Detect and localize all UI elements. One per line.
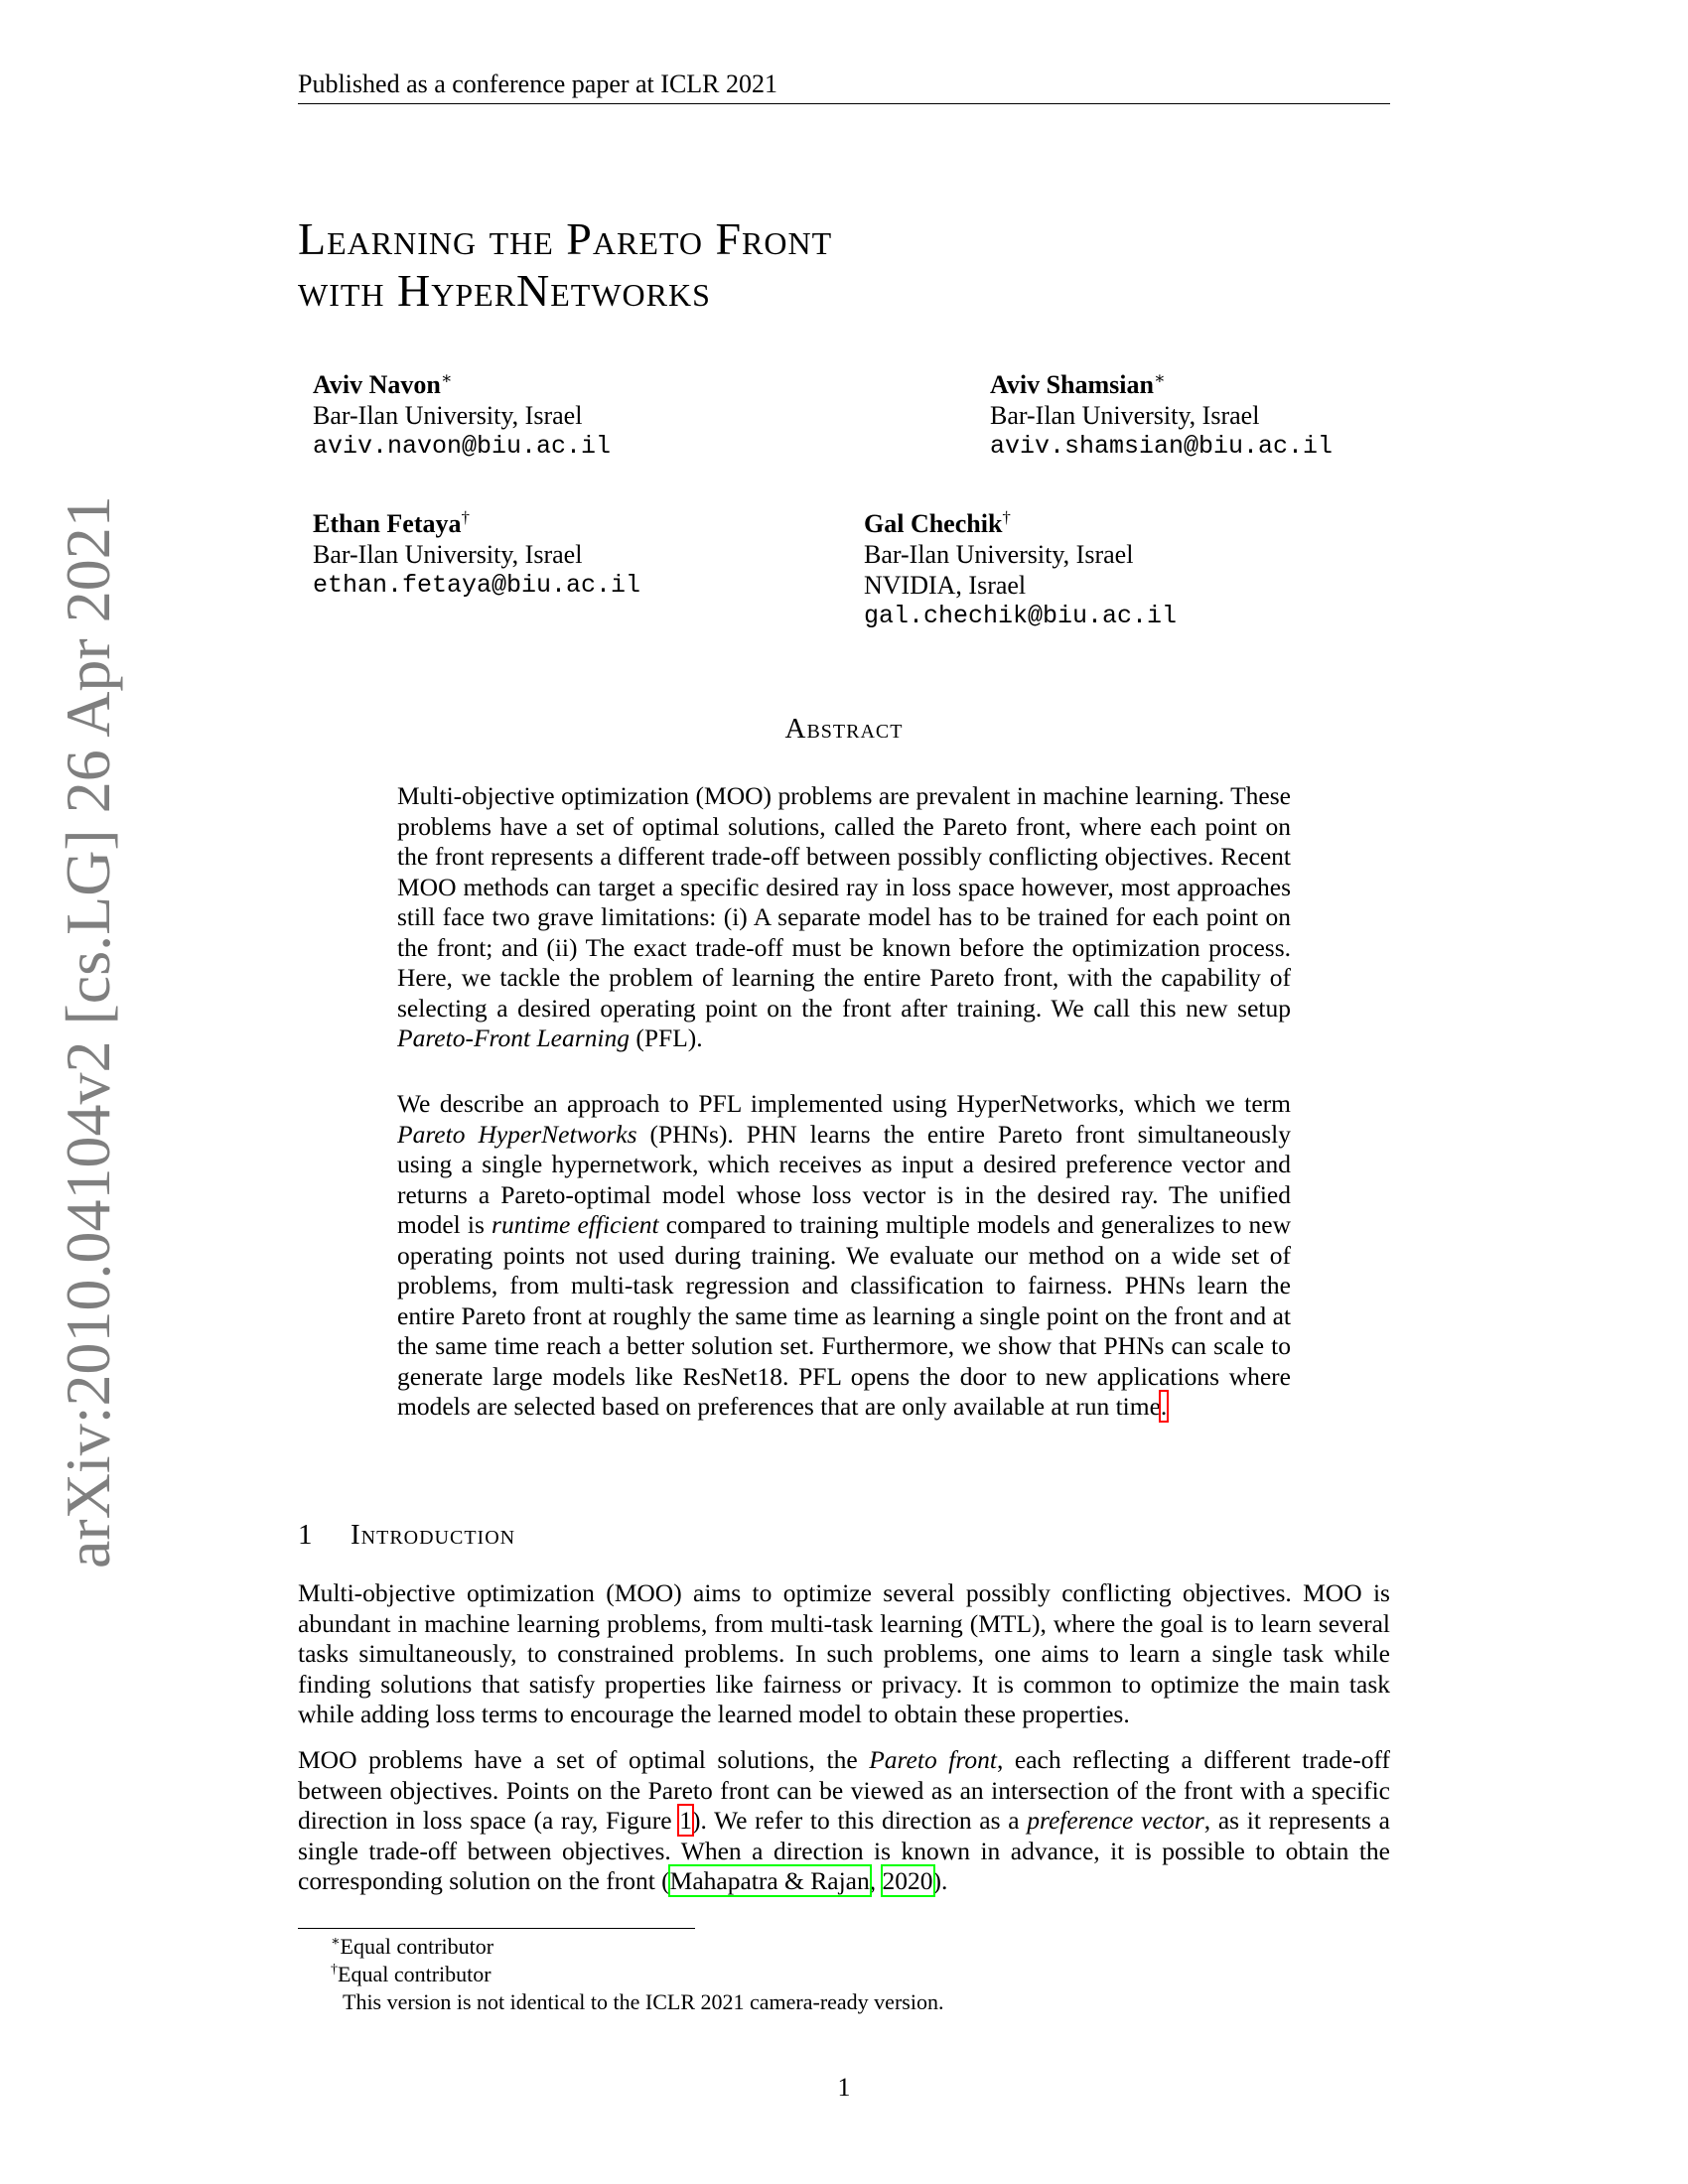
author-mark: ∗ <box>1153 368 1166 388</box>
abstract-text: (PFL). <box>629 1024 703 1052</box>
footnote-text: Equal contributor <box>340 1934 494 1959</box>
paper-title <box>298 213 832 317</box>
figure-link[interactable]: 1 <box>679 1806 692 1835</box>
body-emphasis: Pareto front <box>869 1745 997 1774</box>
citation-link[interactable]: Mahapatra & Rajan <box>669 1866 870 1895</box>
abstract-emphasis: runtime efficient <box>492 1210 659 1239</box>
footnote <box>331 1961 492 1988</box>
author-affiliation: Bar-Ilan University, Israel <box>313 540 583 569</box>
body-text: ). <box>932 1866 948 1895</box>
footnote <box>331 1933 493 1961</box>
abstract-text: compared to training multiple models and generalizes to new operating points not used during training. We evaluate our method on a wide set of problems, from multi-task regression and classification to fairness. PHNs learn the entire Pareto front at roughly the same time as learning a single point on the front and at the same time reach a better solution set. Furthermore, we show that PHNs can scale to generate large models like ResNet18. PFL opens the door to new applications where models are selected based on preferences that are only available at run time <box>397 1210 1291 1421</box>
abstract-paragraph-2 <box>397 1089 1291 1423</box>
author-name: Ethan Fetaya <box>313 509 462 538</box>
body-emphasis: preference vector <box>1027 1806 1204 1835</box>
body-text: MOO problems have a set of optimal solutions, the <box>298 1745 870 1774</box>
footnote <box>343 1988 943 2016</box>
title-line-2: with HyperNetworks <box>298 265 711 316</box>
body-text: , <box>869 1866 883 1895</box>
author-block <box>990 369 1333 462</box>
author-email[interactable]: aviv.navon@biu.ac.il <box>313 432 612 461</box>
author-affiliation-2: NVIDIA, Israel <box>864 571 1027 600</box>
citation-year-link[interactable]: 2020 <box>882 1866 933 1895</box>
author-block <box>313 508 640 601</box>
running-header: Published as a conference paper at ICLR 2021 <box>298 69 1390 104</box>
abstract-text: (PHNs). PHN learns the entire Pareto front simultaneously using a single hypernetwork, which receives as input a desired preference vector and returns a Pareto-optimal model whose loss vector is in the desired ray. The unified model is <box>397 1119 1291 1239</box>
author-email[interactable]: ethan.fetaya@biu.ac.il <box>313 571 641 600</box>
section-title: Introduction <box>351 1519 516 1551</box>
footnote-mark: ∗ <box>331 1934 341 1950</box>
body-text: ). We refer to this direction as a <box>692 1806 1028 1835</box>
author-name: Aviv Shamsian <box>990 370 1154 399</box>
author-affiliation: Bar-Ilan University, Israel <box>313 401 583 430</box>
section-heading <box>298 1519 515 1552</box>
abstract-emphasis: Pareto-Front Learning <box>397 1024 630 1052</box>
abstract-text: Multi-objective optimization (MOO) problems are prevalent in machine learning. These problems have a set of optimal solutions, called the Pareto front, where each point on the front represents a different trade-off between possibly conflicting objectives. Recent MOO methods can target a specific desired ray in loss space however, most approaches still face two grave limitations: (i) A separate model has to be trained for each point on the front; and (ii) The exact trade-off must be known before the optimization process. Here, we tackle the problem of learning the entire Pareto front, with the capability of selecting a desired operating point on the front after training. We call this new setup <box>397 781 1291 1023</box>
author-email[interactable]: aviv.shamsian@biu.ac.il <box>990 432 1334 461</box>
abstract-paragraph-1 <box>397 781 1291 1054</box>
footnote-link[interactable]: . <box>1160 1392 1168 1421</box>
author-mark: † <box>1002 507 1011 527</box>
author-affiliation: Bar-Ilan University, Israel <box>990 401 1260 430</box>
arxiv-stamp[interactable]: arXiv:2010.04104v2 [cs.LG] 26 Apr 2021 <box>53 495 123 1569</box>
footnote-text: This version is not identical to the ICLR 2021 camera-ready version. <box>343 1989 944 2014</box>
footnote-text: Equal contributor <box>338 1962 492 1986</box>
author-block <box>864 508 1177 631</box>
author-name: Gal Chechik <box>864 509 1003 538</box>
title-line-1: Learning the Pareto Front <box>298 213 833 264</box>
author-affiliation: Bar-Ilan University, Israel <box>864 540 1134 569</box>
author-email[interactable]: gal.chechik@biu.ac.il <box>864 602 1178 630</box>
abstract-emphasis: Pareto HyperNetworks <box>397 1119 637 1149</box>
footnote-mark: † <box>331 1962 338 1978</box>
page-number: 1 <box>837 2073 851 2102</box>
section-number: 1 <box>298 1519 314 1551</box>
intro-paragraph-1: Multi-objective optimization (MOO) aims to optimize several possibly conflicting objectives. MOO is abundant in machine learning problems, from multi-task learning (MTL), where the goal is to learn several tasks simultaneously, to constrained problems. In such problems, one aims to learn a single task while finding solutions that satisfy properties like fairness or privacy. It is common to optimize the main task while adding loss terms to encourage the learned model to obtain these properties. <box>298 1578 1390 1728</box>
abstract-text: We describe an approach to PFL implemented using HyperNetworks, which we term <box>397 1089 1291 1118</box>
body-text: , each reflecting a different trade-off between objectives. Points on the Pareto front can be viewed as an intersection of the front with a specific direction in loss space (a ray, Figure <box>298 1745 1391 1835</box>
author-mark: ∗ <box>440 368 453 388</box>
footnote-rule <box>298 1928 695 1929</box>
body-text: , as it represents a single trade-off between objectives. When a direction is known in advance, it is possible to obtain the corresponding solution on the front ( <box>298 1806 1390 1895</box>
author-name: Aviv Navon <box>313 370 441 399</box>
intro-paragraph-2 <box>298 1745 1390 1897</box>
author-mark: † <box>461 507 470 527</box>
author-block <box>313 369 611 462</box>
abstract-heading: Abstract <box>784 713 904 745</box>
